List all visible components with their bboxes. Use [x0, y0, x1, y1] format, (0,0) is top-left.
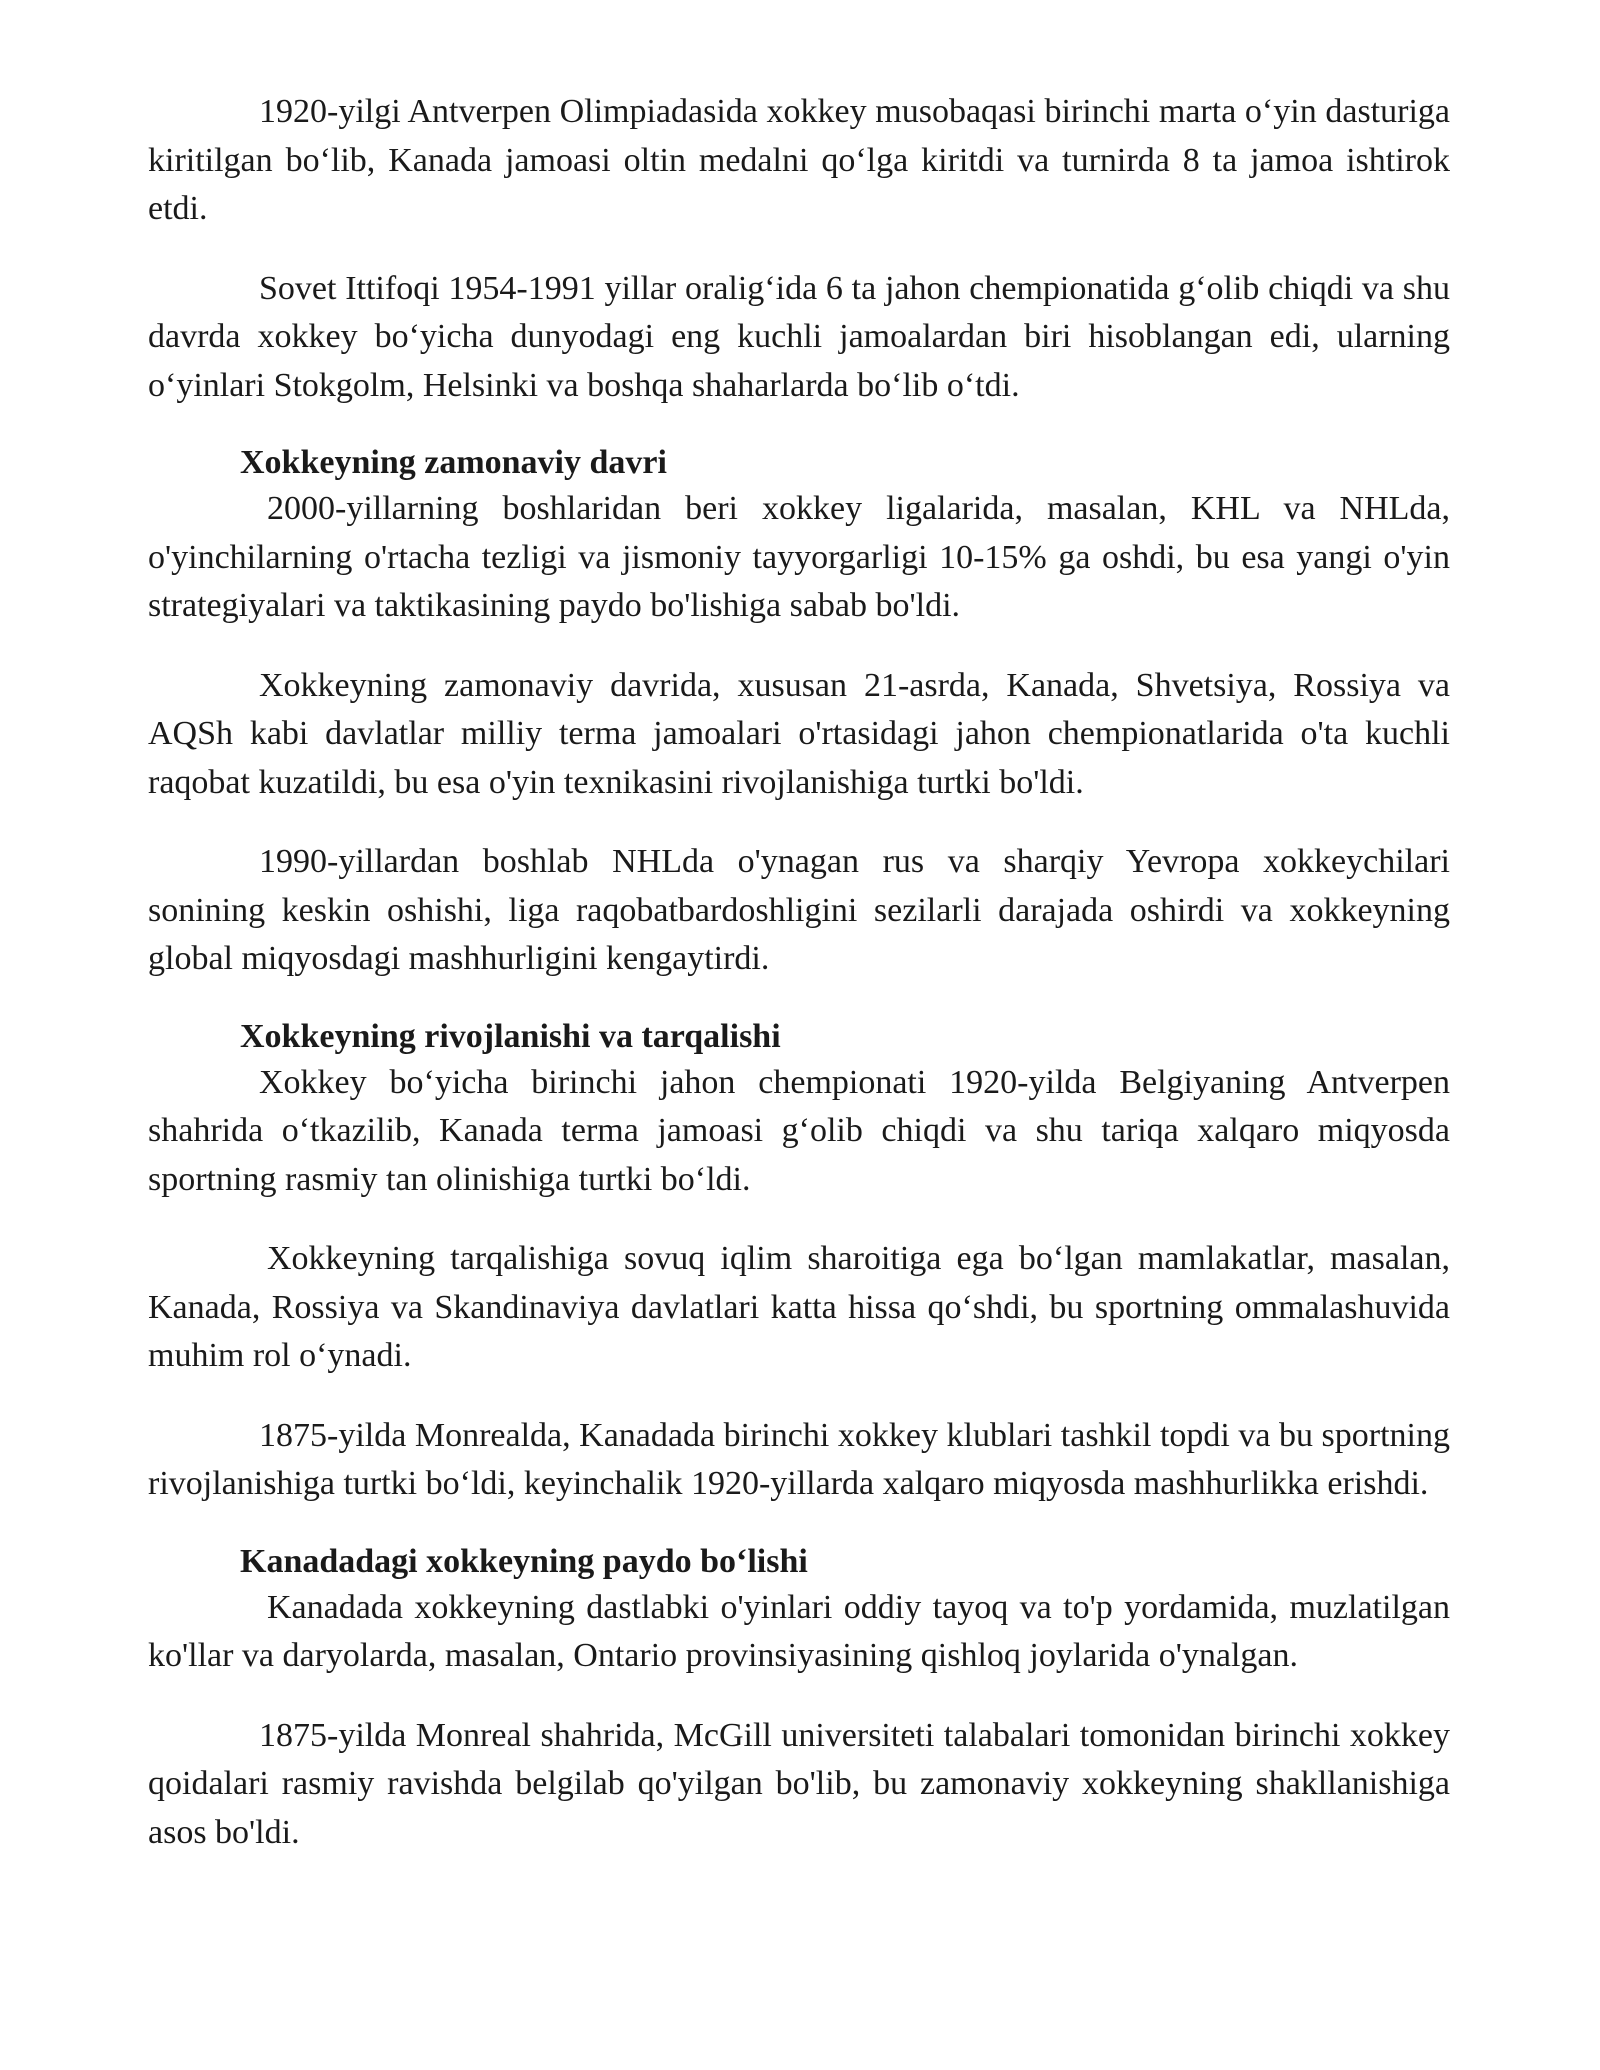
section-modern-era: [148, 441, 1450, 984]
section-heading: Kanadadagi xokkeyning paydo boʻlishi: [240, 1542, 808, 1580]
paragraph: Xokkeyning tarqalishiga sovuq iqlim sharoitiga ega boʻlgan mamlakatlar, masalan, Kanada, Rossiya va Skandinaviya davlatlari katta hissa qoʻshdi, bu sportning ommalashuvida muhim rol oʻynadi.: [148, 1240, 1450, 1374]
paragraph-soviet-union: Sovet Ittifoqi 1954-1991 yillar oraligʻida 6 ta jahon chempionatida gʻolib chiqdi va shu davrda xokkey boʻyicha dunyodagi eng kuchli jamoalardan biri hisoblangan edi, ularning oʻyinlari Stokgolm, Helsinki va boshqa shaharlarda boʻlib oʻtdi.: [148, 269, 1450, 404]
paragraph: 2000-yillarning boshlaridan beri xokkey ligalarida, masalan, KHL va NHLda, o'yinchilarning o'rtacha tezligi va jismoniy tayyorgarligi 10-15% ga oshdi, bu esa yangi o'yin strategiyalari va taktikasining paydo bo'lishiga sabab bo'ldi.: [148, 490, 1450, 624]
paragraph: Kanadada xokkeyning dastlabki o'yinlari oddiy tayoq va to'p yordamida, muzlatilgan ko'llar va daryolarda, masalan, Ontario provinsiyasining qishloq joylarida o'ynalgan.: [148, 1588, 1450, 1674]
section-canada-origins: [148, 1540, 1450, 1858]
section-heading: Xokkeyning zamonaviy davri: [240, 444, 667, 481]
paragraph: Xokkey boʻyicha birinchi jahon chempionati 1920-yilda Belgiyaning Antverpen shahrida oʻtkazilib, Kanada terma jamoasi gʻolib chiqdi va shu tariqa xalqaro miqyosda sportning rasmiy tan olinishiga turtki boʻldi.: [148, 1063, 1450, 1198]
paragraph: 1990-yillardan boshlab NHLda o'ynagan rus va sharqiy Yevropa xokkeychilari sonining keskin oshishi, liga raqobatbardoshligini sezilarli darajada oshirdi va xokkeyning global miqyosdagi mashhurligini kengaytirdi.: [148, 843, 1450, 977]
paragraph: Xokkeyning zamonaviy davrida, xususan 21-asrda, Kanada, Shvetsiya, Rossiya va AQSh kabi davlatlar milliy terma jamoalari o'rtasidagi jahon chempionatlarida o'ta kuchli raqobat kuzatildi, bu esa o'yin texnikasini rivojlanishiga turtki bo'ldi.: [148, 666, 1450, 801]
section-development-spread: [148, 1015, 1450, 1509]
document-page: [148, 88, 1450, 1888]
section-heading: Xokkeyning rivojlanishi va tarqalishi: [240, 1017, 781, 1055]
paragraph-antwerp-olympics: 1920-yilgi Antverpen Olimpiadasida xokkey musobaqasi birinchi marta oʻyin dasturiga kiritilgan boʻlib, Kanada jamoasi oltin medalni qoʻlga kiritdi va turnirda 8 ta jamoa ishtirok etdi.: [148, 93, 1450, 227]
paragraph: 1875-yilda Monreal shahrida, McGill universiteti talabalari tomonidan birinchi xokkey qoidalari rasmiy ravishda belgilab qo'yilgan bo'lib, bu zamonaviy xokkeyning shakllanishiga asos bo'ldi.: [148, 1716, 1450, 1851]
paragraph: 1875-yilda Monrealda, Kanadada birinchi xokkey klublari tashkil topdi va bu sportning rivojlanishiga turtki boʻldi, keyinchalik 1920-yillarda xalqaro miqyosda mashhurlikka erishdi.: [148, 1416, 1450, 1502]
